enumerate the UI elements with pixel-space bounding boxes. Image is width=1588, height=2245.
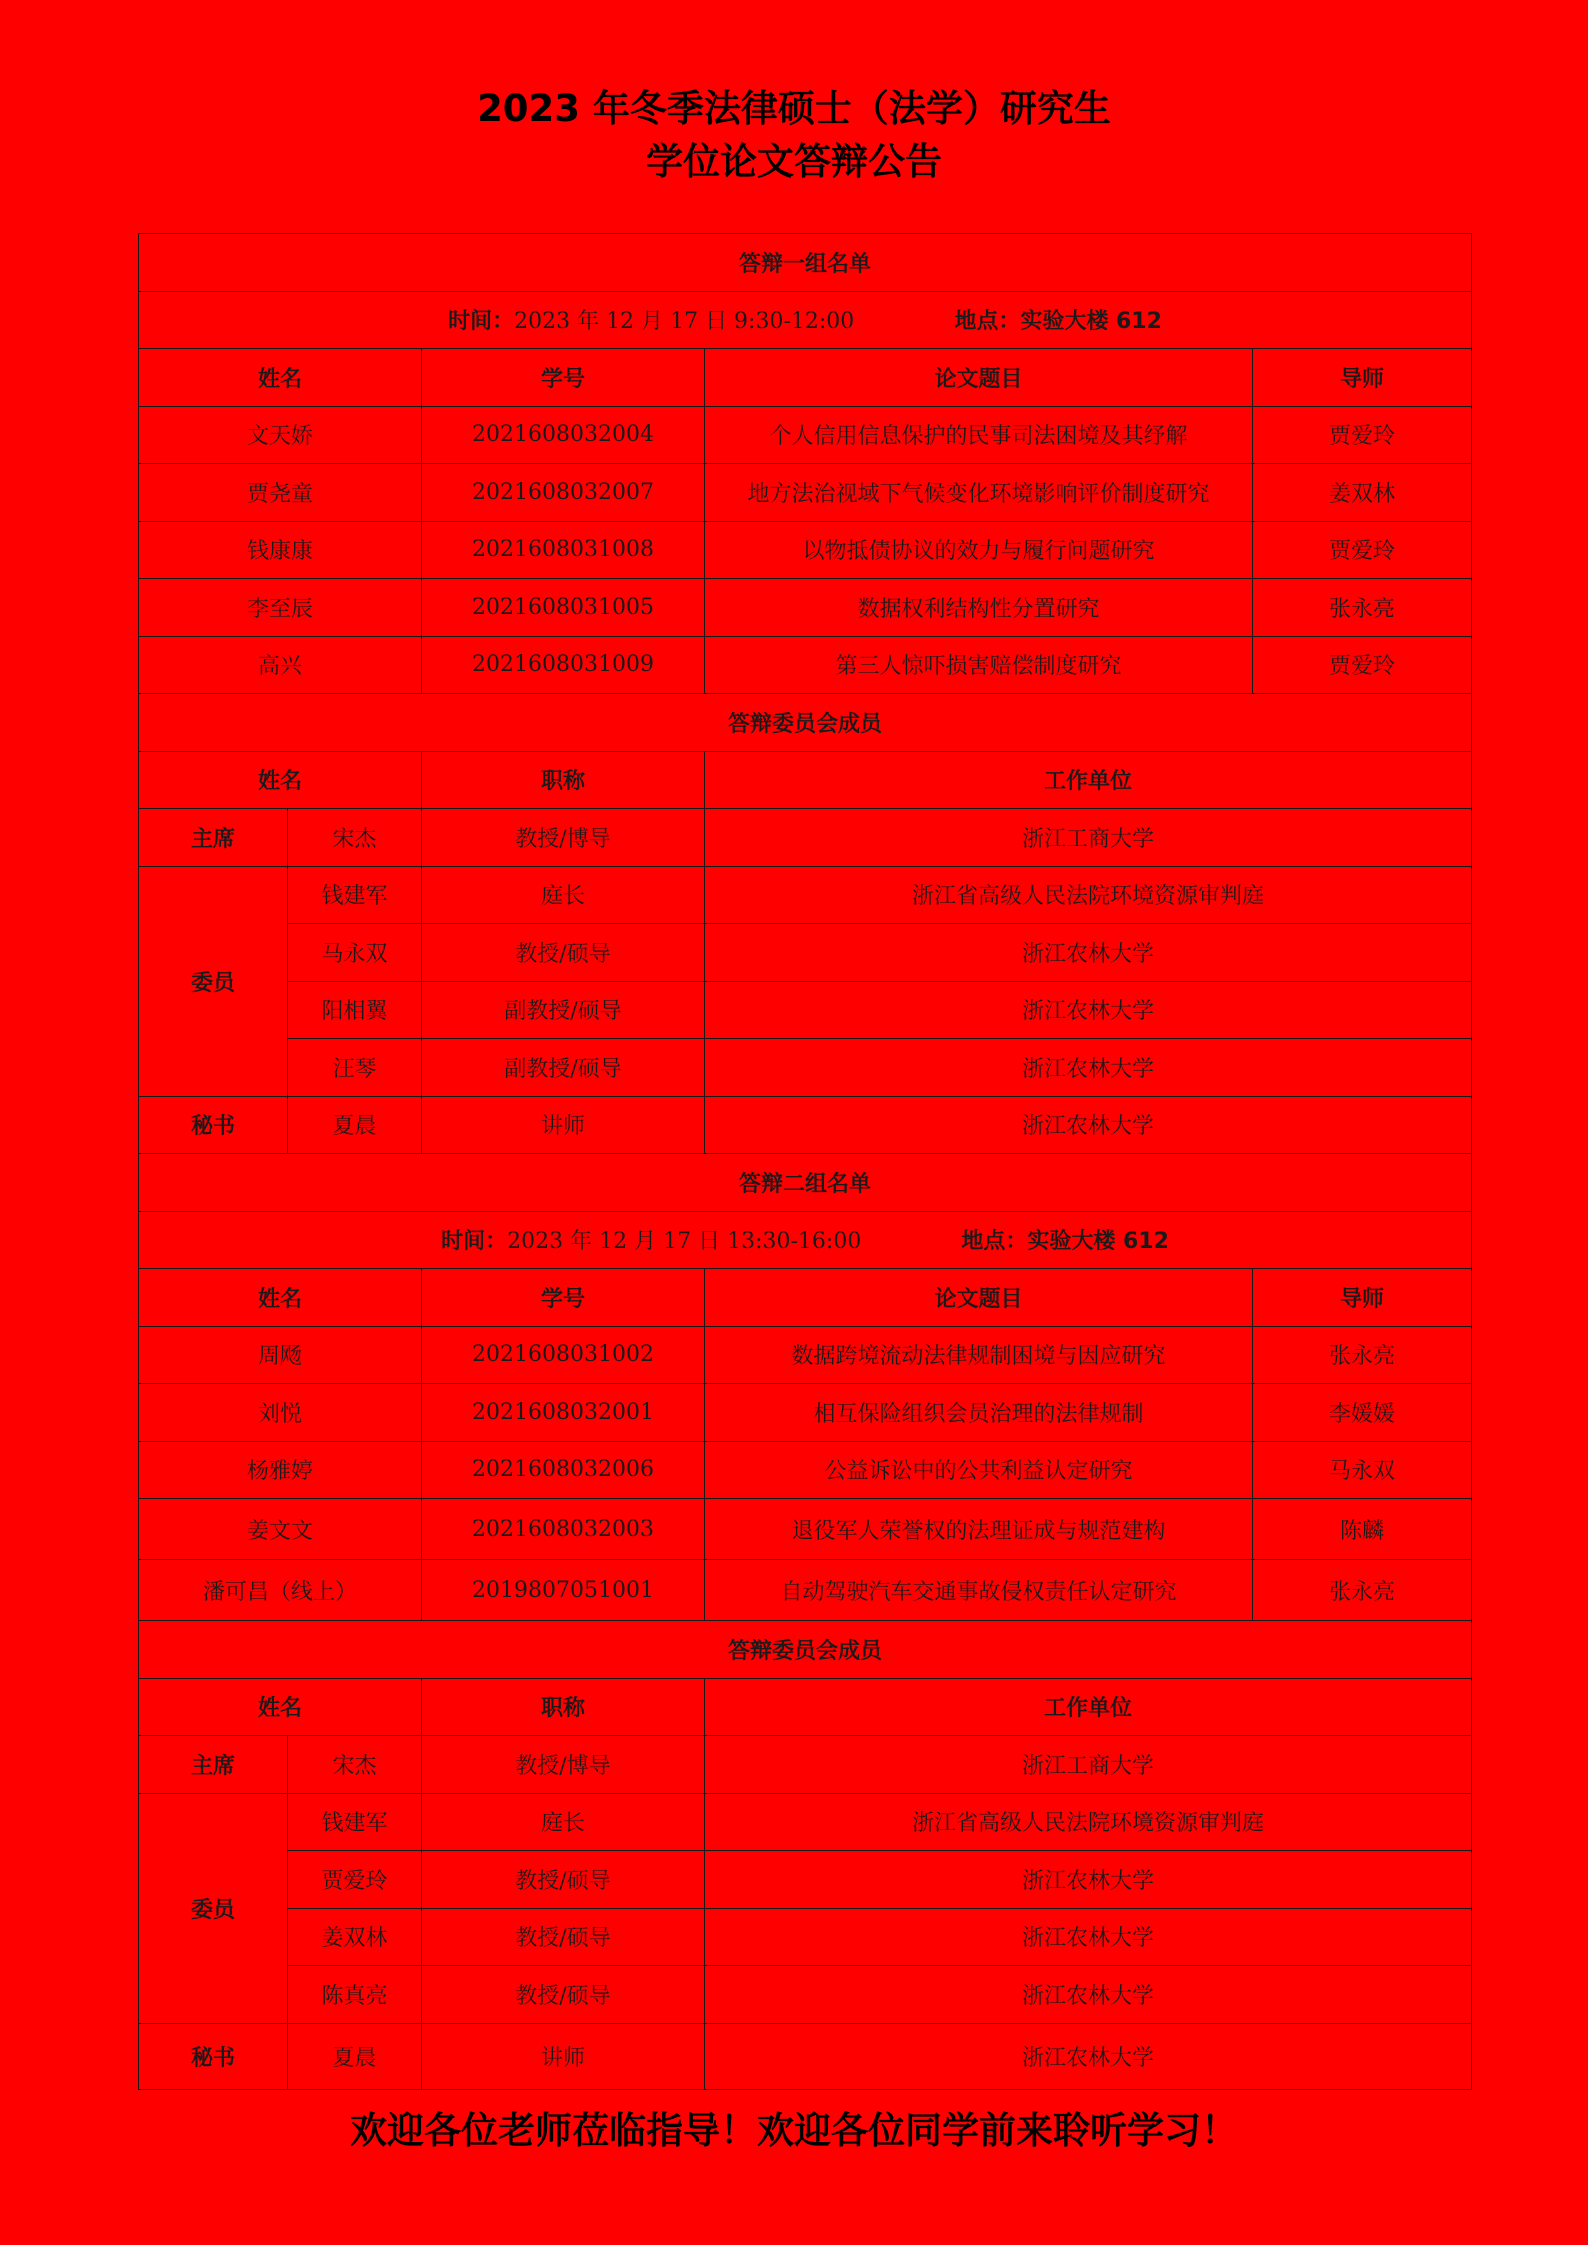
header-thesis: 论文题目 [705, 349, 1253, 407]
student-id: 2021608032001 [422, 1384, 705, 1442]
member-rank: 教授/博导 [422, 809, 705, 867]
student-name: 刘悦 [139, 1384, 422, 1442]
student-name: 杨雅婷 [139, 1441, 422, 1499]
member-rank: 庭长 [422, 866, 705, 924]
time-place-row [139, 291, 1472, 349]
advisor-name: 张永亮 [1253, 1326, 1472, 1384]
thesis-title: 数据权利结构性分置研究 [705, 579, 1253, 637]
welcome-footer: 欢迎各位老师莅临指导！欢迎各位同学前来聆听学习！ [350, 2109, 1238, 2152]
column-header-row [139, 1269, 1472, 1327]
student-id: 2021608032006 [422, 1441, 705, 1499]
role-members: 委员 [139, 866, 288, 1096]
member-unit: 浙江农林大学 [705, 1039, 1472, 1097]
member-rank: 讲师 [422, 2023, 705, 2089]
time-label: 时间： [448, 309, 515, 335]
table-row [139, 924, 1472, 982]
table-row [139, 579, 1472, 637]
member-name: 钱建军 [288, 866, 422, 924]
member-rank: 教授/硕导 [422, 1966, 705, 2024]
header-advisor: 导师 [1253, 349, 1472, 407]
group1-time-place [139, 291, 1472, 349]
advisor-name: 贾爱玲 [1253, 406, 1472, 464]
advisor-name: 张永亮 [1253, 579, 1472, 637]
student-id: 2021608031009 [422, 636, 705, 694]
student-name: 周飏 [139, 1326, 422, 1384]
thesis-title: 自动驾驶汽车交通事故侵权责任认定研究 [705, 1560, 1253, 1621]
member-rank: 教授/硕导 [422, 924, 705, 982]
table-row [139, 981, 1472, 1039]
thesis-title: 个人信用信息保护的民事司法困境及其纾解 [705, 406, 1253, 464]
member-name: 宋杰 [288, 809, 422, 867]
table-row [139, 809, 1472, 867]
member-name: 宋杰 [288, 1736, 422, 1794]
student-id: 2019807051001 [422, 1560, 705, 1621]
student-name: 高兴 [139, 636, 422, 694]
member-name: 阳相翼 [288, 981, 422, 1039]
student-name: 姜文文 [139, 1499, 422, 1560]
header-thesis: 论文题目 [705, 1269, 1253, 1327]
table-row [139, 1039, 1472, 1097]
member-unit: 浙江工商大学 [705, 809, 1472, 867]
member-unit: 浙江农林大学 [705, 1851, 1472, 1909]
advisor-name: 姜双林 [1253, 464, 1472, 522]
table-row [139, 1736, 1472, 1794]
table-row [139, 1096, 1472, 1154]
member-rank: 副教授/硕导 [422, 981, 705, 1039]
member-name: 贾爱玲 [288, 1851, 422, 1909]
table-row [139, 1441, 1472, 1499]
role-chair: 主席 [139, 1736, 288, 1794]
member-name: 夏晨 [288, 1096, 422, 1154]
role-secretary: 秘书 [139, 1096, 288, 1154]
advisor-name: 陈麟 [1253, 1499, 1472, 1560]
role-secretary: 秘书 [139, 2023, 288, 2089]
member-unit: 浙江工商大学 [705, 1736, 1472, 1794]
advisor-name: 马永双 [1253, 1441, 1472, 1499]
section-header-row [139, 1154, 1472, 1212]
section-header-row [139, 234, 1472, 292]
student-id: 2021608032003 [422, 1499, 705, 1560]
column-header-row [139, 1678, 1472, 1736]
header-advisor: 导师 [1253, 1269, 1472, 1327]
student-name: 李至辰 [139, 579, 422, 637]
table-row [139, 866, 1472, 924]
member-unit: 浙江农林大学 [705, 981, 1472, 1039]
column-header-row [139, 751, 1472, 809]
member-name: 钱建军 [288, 1793, 422, 1851]
table-row [139, 406, 1472, 464]
student-id: 2021608031002 [422, 1326, 705, 1384]
advisor-name: 贾爱玲 [1253, 521, 1472, 579]
header-name: 姓名 [139, 1678, 422, 1736]
table-row [139, 1908, 1472, 1966]
member-rank: 教授/硕导 [422, 1851, 705, 1909]
advisor-name: 张永亮 [1253, 1560, 1472, 1621]
header-name: 姓名 [139, 1269, 422, 1327]
group2-time: 2023 年 12 月 17 日 13:30-16:00 [507, 1229, 862, 1255]
student-name: 文天娇 [139, 406, 422, 464]
thesis-title: 退役军人荣誉权的法理证成与规范建构 [705, 1499, 1253, 1560]
time-place-row [139, 1211, 1472, 1269]
thesis-title: 第三人惊吓损害赔偿制度研究 [705, 636, 1253, 694]
member-name: 姜双林 [288, 1908, 422, 1966]
advisor-name: 贾爱玲 [1253, 636, 1472, 694]
title-line-1: 2023 年冬季法律硕士（法学）研究生 [477, 87, 1111, 130]
table-row [139, 1560, 1472, 1621]
member-unit: 浙江农林大学 [705, 2023, 1472, 2089]
group2-time-place [139, 1211, 1472, 1269]
title-line-2: 学位论文答辩公告 [646, 140, 942, 183]
student-name: 钱康康 [139, 521, 422, 579]
member-rank: 讲师 [422, 1096, 705, 1154]
time-label: 时间： [441, 1229, 508, 1255]
student-id: 2021608031005 [422, 579, 705, 637]
defense-schedule-table [138, 233, 1472, 2090]
table-row [139, 521, 1472, 579]
header-rank: 职称 [422, 751, 705, 809]
header-unit: 工作单位 [705, 751, 1472, 809]
group1-place: 实验大楼 612 [1020, 309, 1162, 335]
member-unit: 浙江农林大学 [705, 1966, 1472, 2024]
thesis-title: 公益诉讼中的公共利益认定研究 [705, 1441, 1253, 1499]
role-chair: 主席 [139, 809, 288, 867]
place-label: 地点： [961, 1229, 1028, 1255]
header-id: 学号 [422, 349, 705, 407]
member-name: 汪琴 [288, 1039, 422, 1097]
header-unit: 工作单位 [705, 1678, 1472, 1736]
group1-title: 答辩一组名单 [139, 234, 1472, 292]
member-name: 陈真亮 [288, 1966, 422, 2024]
table-row [139, 636, 1472, 694]
group1-committee-title: 答辩委员会成员 [139, 694, 1472, 752]
header-name: 姓名 [139, 751, 422, 809]
student-id: 2021608032007 [422, 464, 705, 522]
group1-time: 2023 年 12 月 17 日 9:30-12:00 [514, 309, 855, 335]
section-header-row [139, 1621, 1472, 1679]
header-id: 学号 [422, 1269, 705, 1327]
member-unit: 浙江农林大学 [705, 1908, 1472, 1966]
student-name: 贾尧童 [139, 464, 422, 522]
student-id: 2021608031008 [422, 521, 705, 579]
member-unit: 浙江省高级人民法院环境资源审判庭 [705, 1793, 1472, 1851]
place-label: 地点： [954, 309, 1021, 335]
student-id: 2021608032004 [422, 406, 705, 464]
thesis-title: 地方法治视域下气候变化环境影响评价制度研究 [705, 464, 1253, 522]
table-row [139, 1326, 1472, 1384]
table-row [139, 1384, 1472, 1442]
thesis-title: 以物抵债协议的效力与履行问题研究 [705, 521, 1253, 579]
member-rank: 教授/硕导 [422, 1908, 705, 1966]
thesis-title: 数据跨境流动法律规制困境与因应研究 [705, 1326, 1253, 1384]
group2-committee-title: 答辩委员会成员 [139, 1621, 1472, 1679]
member-unit: 浙江农林大学 [705, 1096, 1472, 1154]
table-row [139, 2023, 1472, 2089]
role-members: 委员 [139, 1793, 288, 2023]
table-row [139, 1793, 1472, 1851]
table-row [139, 1966, 1472, 2024]
student-name: 潘可昌（线上） [139, 1560, 422, 1621]
table-row [139, 1851, 1472, 1909]
member-rank: 庭长 [422, 1793, 705, 1851]
table-row [139, 464, 1472, 522]
group2-place: 实验大楼 612 [1027, 1229, 1169, 1255]
column-header-row [139, 349, 1472, 407]
thesis-title: 相互保险组织会员治理的法律规制 [705, 1384, 1253, 1442]
table-row [139, 1499, 1472, 1560]
header-name: 姓名 [139, 349, 422, 407]
member-unit: 浙江省高级人民法院环境资源审判庭 [705, 866, 1472, 924]
group2-title: 答辩二组名单 [139, 1154, 1472, 1212]
section-header-row [139, 694, 1472, 752]
header-rank: 职称 [422, 1678, 705, 1736]
member-unit: 浙江农林大学 [705, 924, 1472, 982]
advisor-name: 李媛媛 [1253, 1384, 1472, 1442]
page-title [0, 82, 1588, 188]
member-name: 夏晨 [288, 2023, 422, 2089]
member-rank: 教授/博导 [422, 1736, 705, 1794]
member-name: 马永双 [288, 924, 422, 982]
member-rank: 副教授/硕导 [422, 1039, 705, 1097]
